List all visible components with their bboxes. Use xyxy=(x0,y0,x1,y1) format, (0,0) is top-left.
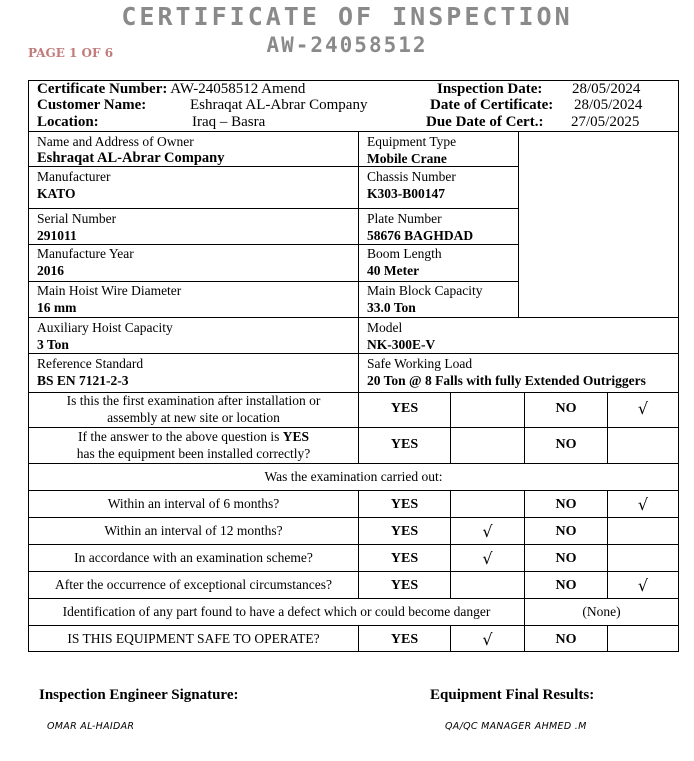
col-divider xyxy=(450,392,525,464)
q7-answer: (None) xyxy=(582,604,621,619)
q5-text: In accordance with an examination scheme? xyxy=(74,550,313,565)
q2-text-pre: If the answer to the above question is xyxy=(78,429,283,444)
q6-text: After the occurrence of exceptional circumstances? xyxy=(55,577,332,592)
model-value: NK-300E-V xyxy=(367,337,436,352)
q2-text-bold: YES xyxy=(282,429,309,444)
certificate-number-value: AW-24058512 Amend xyxy=(170,81,306,97)
due-date-label: Due Date of Cert.: xyxy=(426,114,544,130)
block-label: Main Block Capacity xyxy=(367,283,483,298)
q6-yes: YES xyxy=(390,578,419,593)
q4-text: Within an interval of 12 months? xyxy=(104,523,283,538)
location-value: Iraq – Basra xyxy=(192,114,266,130)
certificate-date-value: 28/05/2024 xyxy=(574,97,643,113)
aux-value: 3 Ton xyxy=(37,337,69,352)
q5-yes-check: √ xyxy=(482,549,493,568)
standard-value: BS EN 7121-2-3 xyxy=(37,373,129,388)
equipment-type-value: Mobile Crane xyxy=(367,151,447,166)
swl-label: Safe Working Load xyxy=(367,356,473,371)
exam-header: Was the examination carried out: xyxy=(264,469,443,484)
wire-value: 16 mm xyxy=(37,300,77,315)
engineer-signature-name: OMAR AL-HAIDAR xyxy=(47,721,135,732)
q2-yes: YES xyxy=(390,437,419,452)
q8-no: NO xyxy=(555,632,577,647)
certificate-code: AW-24058512 xyxy=(266,33,428,57)
location-label: Location: xyxy=(37,114,99,130)
owner-value: Eshraqat AL-Abrar Company xyxy=(37,150,225,166)
q3-no-check: √ xyxy=(637,495,649,514)
q3-yes: YES xyxy=(390,497,419,512)
boom-label: Boom Length xyxy=(367,246,442,261)
q1-text-line1: Is this the first examination after installation or xyxy=(66,393,321,408)
q2-text-line1 xyxy=(28,429,359,445)
serial-label: Serial Number xyxy=(37,211,117,226)
page-indicator: PAGE 1 OF 6 xyxy=(28,46,114,60)
q1-text-line2: assembly at new site or location xyxy=(107,410,280,425)
plate-label: Plate Number xyxy=(367,211,442,226)
q5-yes: YES xyxy=(390,551,419,566)
aux-label: Auxiliary Hoist Capacity xyxy=(37,320,173,335)
manufacturer-value: KATO xyxy=(37,186,76,201)
wire-label: Main Hoist Wire Diameter xyxy=(37,283,182,298)
q1-no: NO xyxy=(555,401,577,416)
certificate-number-label: Certificate Number: xyxy=(37,81,168,97)
final-results-name: QA/QC MANAGER AHMED .M xyxy=(445,721,587,732)
col-divider xyxy=(450,490,525,599)
year-value: 2016 xyxy=(37,263,64,278)
q6-no: NO xyxy=(555,578,577,593)
q3-no: NO xyxy=(555,497,577,512)
certificate-date-label: Date of Certificate: xyxy=(430,97,554,113)
q3-text: Within an interval of 6 months? xyxy=(107,496,280,511)
block-value: 33.0 Ton xyxy=(367,300,416,315)
certificate-title: CERTIFICATE OF INSPECTION xyxy=(121,2,573,31)
standard-label: Reference Standard xyxy=(37,356,144,371)
model-label: Model xyxy=(367,320,403,335)
q2-text-line2: has the equipment been installed correctly? xyxy=(76,446,311,461)
serial-value: 291011 xyxy=(37,228,77,243)
customer-name-value: Eshraqat AL-Abrar Company xyxy=(190,97,368,113)
equipment-type-label: Equipment Type xyxy=(367,134,457,149)
q1-yes: YES xyxy=(390,401,419,416)
q1-no-check: √ xyxy=(637,399,649,418)
q8-yes-check: √ xyxy=(482,630,493,649)
q7-text: Identification of any part found to have a defect which or could become danger xyxy=(62,604,491,619)
q4-yes: YES xyxy=(390,524,419,539)
plate-value: 58676 BAGHDAD xyxy=(367,228,474,243)
manufacturer-label: Manufacturer xyxy=(37,169,111,184)
q5-no: NO xyxy=(555,551,577,566)
q8-yes: YES xyxy=(390,632,419,647)
inspection-date-value: 28/05/2024 xyxy=(572,81,641,97)
boom-value: 40 Meter xyxy=(367,263,420,278)
q6-no-check: √ xyxy=(637,576,649,595)
final-results-label: Equipment Final Results: xyxy=(430,687,595,703)
chassis-value: K303-B00147 xyxy=(367,186,446,201)
chassis-label: Chassis Number xyxy=(367,169,456,184)
swl-value: 20 Ton @ 8 Falls with fully Extended Outriggers xyxy=(367,373,646,388)
customer-name-label: Customer Name: xyxy=(37,97,147,113)
q4-yes-check: √ xyxy=(482,522,493,541)
engineer-signature-label: Inspection Engineer Signature: xyxy=(39,687,239,703)
inspection-date-label: Inspection Date: xyxy=(437,81,543,97)
q8-text: IS THIS EQUIPMENT SAFE TO OPERATE? xyxy=(67,631,320,646)
owner-label: Name and Address of Owner xyxy=(37,134,194,149)
year-label: Manufacture Year xyxy=(37,246,134,261)
q2-no: NO xyxy=(555,437,577,452)
q4-no: NO xyxy=(555,524,577,539)
certificate-number-row xyxy=(37,82,305,97)
due-date-value: 27/05/2025 xyxy=(571,114,640,130)
